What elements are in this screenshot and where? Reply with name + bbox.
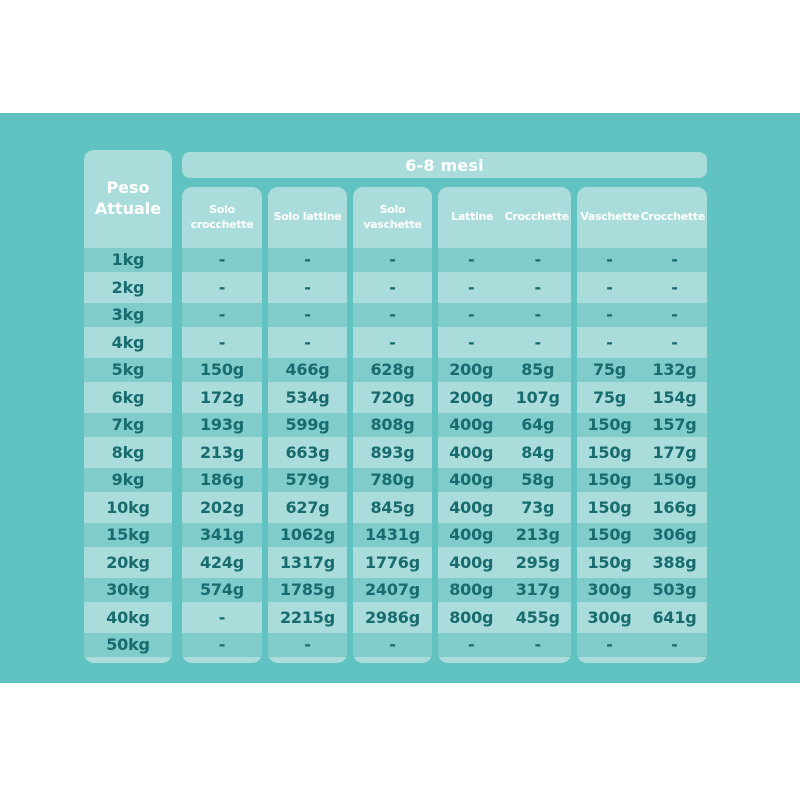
table-row xyxy=(353,329,432,357)
table-row xyxy=(577,384,707,412)
table-cell: 177g xyxy=(652,442,697,462)
table-row xyxy=(438,329,571,357)
table-row xyxy=(353,576,432,604)
weight-row xyxy=(84,604,172,632)
table-cell: 599g xyxy=(285,415,330,435)
table-cell: - xyxy=(218,332,226,352)
table-cell: 150g xyxy=(652,470,697,490)
column-group xyxy=(353,187,432,663)
table-row xyxy=(268,274,347,302)
table-cell: - xyxy=(218,607,226,627)
weight-cell: 3kg xyxy=(111,305,145,325)
table-cell: 400g xyxy=(449,525,494,545)
table-row xyxy=(438,274,571,302)
weight-row xyxy=(84,631,172,659)
weight-rows xyxy=(84,246,172,659)
table-cell: - xyxy=(389,250,396,270)
table-cell: - xyxy=(534,277,541,297)
table-cell: 400g xyxy=(449,442,494,462)
table-cell: 150g xyxy=(587,552,632,572)
table-cell: 400g xyxy=(449,497,494,517)
table-row xyxy=(268,411,347,439)
weight-row xyxy=(84,329,172,357)
weight-cell: 15kg xyxy=(106,525,150,545)
weight-row xyxy=(84,384,172,412)
table-row xyxy=(577,356,707,384)
table-row xyxy=(268,301,347,329)
column-group-header xyxy=(182,187,262,246)
table-cell: 166g xyxy=(652,497,697,517)
table-row xyxy=(182,329,262,357)
column-header-label: Crocchette xyxy=(640,210,705,223)
table-cell: 341g xyxy=(199,525,245,545)
table-cell: 808g xyxy=(370,415,415,435)
table-row xyxy=(577,411,707,439)
weight-cell: 50kg xyxy=(106,635,150,655)
table-cell: - xyxy=(606,305,613,325)
table-cell: 2407g xyxy=(365,580,420,600)
table-cell: 780g xyxy=(370,470,415,490)
table-cell: - xyxy=(606,277,613,297)
table-row xyxy=(268,329,347,357)
table-row xyxy=(182,604,262,632)
table-cell: 172g xyxy=(199,387,245,407)
column-groups xyxy=(182,187,707,663)
weight-cell: 20kg xyxy=(106,552,150,572)
table-cell: 388g xyxy=(652,552,697,572)
weight-cell: 6kg xyxy=(111,387,145,407)
table-row xyxy=(182,494,262,522)
table-row xyxy=(182,274,262,302)
table-cell: 64g xyxy=(521,415,555,435)
table-cell: - xyxy=(468,305,475,325)
table-cell: 193g xyxy=(199,415,245,435)
weight-column-header: Peso Attuale xyxy=(94,178,162,218)
table-row xyxy=(438,384,571,412)
table-cell: 58g xyxy=(521,470,555,490)
weight-row xyxy=(84,301,172,329)
table-cell: 75g xyxy=(592,360,627,380)
table-row xyxy=(182,301,262,329)
table-cell: - xyxy=(671,305,678,325)
table-row xyxy=(438,439,571,467)
weight-cell: 10kg xyxy=(106,497,150,517)
table-cell: - xyxy=(468,635,475,655)
column-group xyxy=(438,187,571,663)
weight-cell: 8kg xyxy=(111,442,145,462)
weight-row xyxy=(84,549,172,577)
table-cell: - xyxy=(534,635,541,655)
table-cell: 2986g xyxy=(365,607,420,627)
table-row xyxy=(182,246,262,274)
table-row xyxy=(577,466,707,494)
table-cell: 132g xyxy=(652,360,697,380)
table-cell: 1785g xyxy=(280,580,335,600)
table-row xyxy=(438,521,571,549)
table-row xyxy=(438,301,571,329)
table-row xyxy=(268,604,347,632)
weight-row xyxy=(84,274,172,302)
column-group xyxy=(182,187,262,663)
table-cell: - xyxy=(218,277,226,297)
table-row xyxy=(182,521,262,549)
table-cell: 800g xyxy=(449,607,494,627)
weight-row xyxy=(84,521,172,549)
table-row xyxy=(577,576,707,604)
table-cell: - xyxy=(606,332,613,352)
table-row xyxy=(182,411,262,439)
column-group-header xyxy=(577,187,707,246)
table-cell: - xyxy=(389,635,396,655)
table-cell: 424g xyxy=(199,552,245,572)
table-row xyxy=(353,439,432,467)
table-cell: - xyxy=(468,277,475,297)
table-cell: 1317g xyxy=(280,552,335,572)
table-row xyxy=(182,356,262,384)
table-row xyxy=(353,356,432,384)
table-row xyxy=(268,356,347,384)
table-row xyxy=(182,466,262,494)
table-cell: 150g xyxy=(587,470,632,490)
column-header-label: Crocchette xyxy=(504,210,569,223)
table-row xyxy=(353,274,432,302)
table-cell: 150g xyxy=(199,360,245,380)
table-row xyxy=(353,301,432,329)
table-row xyxy=(438,494,571,522)
table-cell: - xyxy=(304,332,311,352)
table-cell: 154g xyxy=(652,387,697,407)
table-cell: 534g xyxy=(285,387,330,407)
table-row xyxy=(353,521,432,549)
table-cell: - xyxy=(468,250,475,270)
table-row xyxy=(353,604,432,632)
table-cell: - xyxy=(606,635,613,655)
table-row xyxy=(353,411,432,439)
table-row xyxy=(182,439,262,467)
table-row xyxy=(182,384,262,412)
table-row xyxy=(268,494,347,522)
table-cell: 107g xyxy=(515,387,560,407)
table-cell: 1062g xyxy=(280,525,335,545)
table-cell: 800g xyxy=(449,580,494,600)
column-header-label: Solo vaschette xyxy=(363,202,422,231)
table-cell: - xyxy=(671,635,678,655)
table-cell: - xyxy=(671,277,678,297)
table-cell: 300g xyxy=(587,580,632,600)
table-row xyxy=(577,246,707,274)
table-cell: 317g xyxy=(515,580,560,600)
weight-cell: 9kg xyxy=(111,470,145,490)
table-row xyxy=(268,384,347,412)
table-row xyxy=(268,549,347,577)
table-cell: 150g xyxy=(587,525,632,545)
table-cell: 295g xyxy=(515,552,560,572)
table-cell: - xyxy=(534,305,541,325)
weight-cell: 5kg xyxy=(111,360,145,380)
table-cell: 455g xyxy=(515,607,560,627)
table-cell: 157g xyxy=(652,415,697,435)
weight-cell: 30kg xyxy=(106,580,150,600)
table-cell: 85g xyxy=(521,360,555,380)
weight-cell: 7kg xyxy=(111,415,145,435)
table-cell: - xyxy=(304,305,311,325)
table-row xyxy=(268,439,347,467)
table-row xyxy=(268,246,347,274)
table-cell: 663g xyxy=(285,442,330,462)
table-row xyxy=(268,631,347,659)
table-row xyxy=(182,549,262,577)
column-group xyxy=(577,187,707,663)
table-row xyxy=(182,576,262,604)
table-row xyxy=(438,466,571,494)
table-cell: - xyxy=(389,277,396,297)
table-cell: - xyxy=(389,305,396,325)
table-cell: 845g xyxy=(370,497,415,517)
table-cell: 75g xyxy=(592,387,627,407)
table-cell: - xyxy=(468,332,475,352)
table-cell: 641g xyxy=(652,607,697,627)
table-cell: 574g xyxy=(199,580,245,600)
table-cell: 200g xyxy=(449,387,494,407)
table-cell: 1776g xyxy=(365,552,420,572)
weight-row xyxy=(84,411,172,439)
weight-row xyxy=(84,576,172,604)
table-cell: 628g xyxy=(370,360,415,380)
age-group-header: 6-8 mesi xyxy=(182,152,707,178)
table-row xyxy=(577,521,707,549)
table-row xyxy=(438,576,571,604)
table-row xyxy=(438,631,571,659)
table-row xyxy=(353,246,432,274)
table-cell: 720g xyxy=(370,387,415,407)
table-cell: 400g xyxy=(449,470,494,490)
table-cell: 503g xyxy=(652,580,697,600)
table-row xyxy=(438,549,571,577)
table-cell: - xyxy=(304,250,311,270)
table-cell: 213g xyxy=(515,525,560,545)
table-row xyxy=(353,631,432,659)
weight-row xyxy=(84,246,172,274)
feeding-table xyxy=(84,150,707,663)
table-row xyxy=(438,246,571,274)
weight-row xyxy=(84,494,172,522)
table-row xyxy=(577,494,707,522)
table-cell: 150g xyxy=(587,415,632,435)
table-cell: 1431g xyxy=(365,525,420,545)
table-row xyxy=(182,631,262,659)
table-row xyxy=(577,631,707,659)
table-row xyxy=(438,604,571,632)
table-cell: - xyxy=(606,250,613,270)
table-row xyxy=(353,384,432,412)
weight-cell: 1kg xyxy=(111,250,145,270)
table-cell: - xyxy=(534,250,541,270)
weight-cell: 2kg xyxy=(111,277,145,297)
table-cell: - xyxy=(671,332,678,352)
feeding-table-panel xyxy=(0,113,800,683)
table-cell: - xyxy=(304,635,311,655)
table-row xyxy=(577,439,707,467)
weight-row xyxy=(84,439,172,467)
column-header-label: Lattine xyxy=(451,210,494,223)
column-group-header xyxy=(353,187,432,246)
table-cell: 306g xyxy=(652,525,697,545)
table-row xyxy=(353,549,432,577)
table-row xyxy=(268,466,347,494)
table-cell: 200g xyxy=(449,360,494,380)
weight-cell: 40kg xyxy=(106,607,150,627)
weight-cell: 4kg xyxy=(111,332,145,352)
table-row xyxy=(268,576,347,604)
table-row xyxy=(577,549,707,577)
table-cell: - xyxy=(389,332,396,352)
table-row xyxy=(577,604,707,632)
table-row xyxy=(438,411,571,439)
table-cell: - xyxy=(218,305,226,325)
table-row xyxy=(353,494,432,522)
table-cell: 150g xyxy=(587,497,632,517)
table-row xyxy=(438,356,571,384)
weight-row xyxy=(84,466,172,494)
table-cell: 400g xyxy=(449,415,494,435)
column-header-label: Solo crocchette xyxy=(190,202,254,231)
column-header-label: Solo lattine xyxy=(273,210,342,223)
table-cell: 213g xyxy=(199,442,245,462)
table-cell: 186g xyxy=(199,470,245,490)
table-cell: 400g xyxy=(449,552,494,572)
weight-column xyxy=(84,150,172,663)
table-row xyxy=(353,466,432,494)
column-group-header xyxy=(438,187,571,246)
column-group-header xyxy=(268,187,347,246)
table-cell: - xyxy=(218,635,226,655)
table-row xyxy=(577,301,707,329)
table-cell: 466g xyxy=(285,360,330,380)
table-cell: - xyxy=(304,277,311,297)
table-cell: 202g xyxy=(199,497,245,517)
weight-row xyxy=(84,356,172,384)
table-cell: 300g xyxy=(587,607,632,627)
column-group xyxy=(268,187,347,663)
table-row xyxy=(577,274,707,302)
table-row xyxy=(268,521,347,549)
table-row xyxy=(577,329,707,357)
table-cell: 150g xyxy=(587,442,632,462)
table-cell: - xyxy=(534,332,541,352)
table-cell: - xyxy=(218,250,226,270)
table-cell: 893g xyxy=(370,442,415,462)
table-cell: 2215g xyxy=(280,607,335,627)
table-cell: 84g xyxy=(521,442,555,462)
column-header-label: Vaschette xyxy=(580,210,640,223)
table-cell: - xyxy=(671,250,678,270)
table-cell: 73g xyxy=(521,497,555,517)
table-cell: 627g xyxy=(285,497,330,517)
table-cell: 579g xyxy=(285,470,330,490)
